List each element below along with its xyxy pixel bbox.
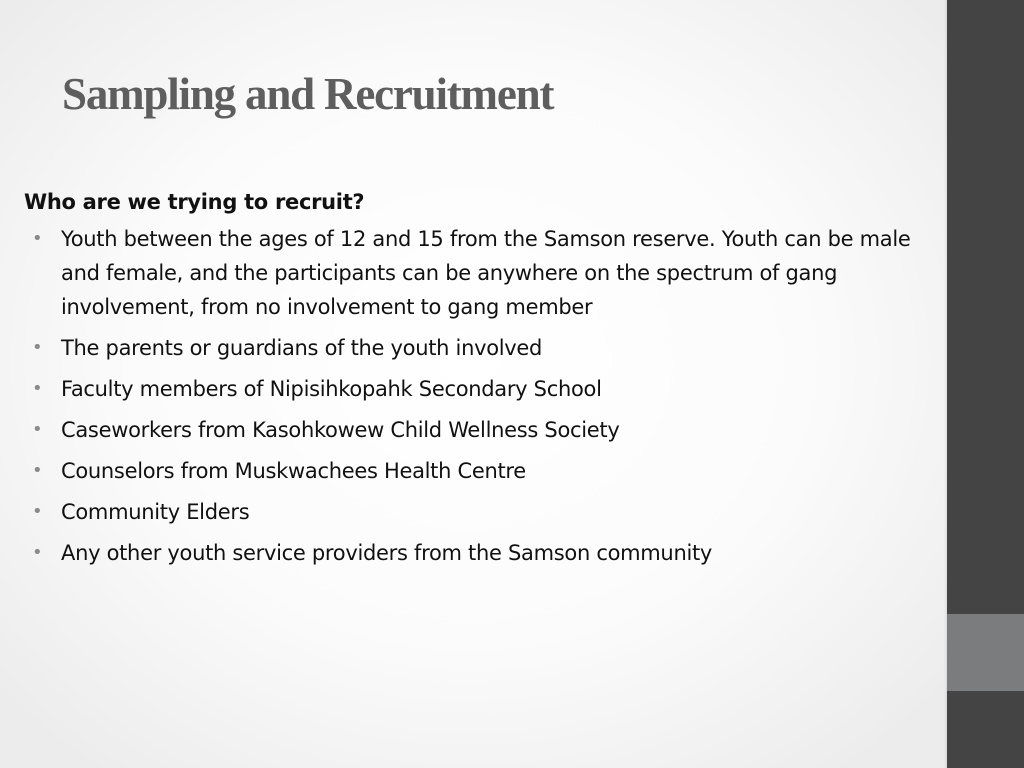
bullet-item bbox=[24, 372, 929, 406]
bullet-icon: • bbox=[32, 337, 43, 358]
bullet-item bbox=[24, 413, 929, 447]
bullet-text: Caseworkers from Kasohkowew Child Wellness Society bbox=[61, 418, 620, 442]
bullet-text: Community Elders bbox=[61, 500, 250, 524]
slide-title: Sampling and Recruitment bbox=[62, 69, 554, 119]
bullet-icon: • bbox=[32, 460, 43, 481]
bullet-text: Any other youth service providers from the Samson community bbox=[61, 541, 713, 565]
bullet-text: Faculty members of Nipisihkopahk Secondary School bbox=[61, 377, 602, 401]
bullet-item bbox=[24, 495, 929, 529]
bullet-icon: • bbox=[32, 542, 43, 563]
bullet-icon: • bbox=[32, 228, 43, 249]
bullet-item bbox=[24, 536, 929, 570]
bullet-text: Youth between the ages of 12 and 15 from the Samson reserve. Youth can be male and female, and the participants can be anywhere on the spectrum of gang involvement, from no involvement to gang member bbox=[61, 227, 911, 319]
bullet-item bbox=[24, 222, 929, 324]
bullet-item bbox=[24, 454, 929, 488]
bullet-text: The parents or guardians of the youth involved bbox=[61, 336, 543, 360]
slide-content bbox=[24, 186, 929, 577]
bullet-item bbox=[24, 331, 929, 365]
bullet-icon: • bbox=[32, 378, 43, 399]
subheading: Who are we trying to recruit? bbox=[24, 190, 365, 214]
bullet-icon: • bbox=[32, 501, 43, 522]
bullet-icon: • bbox=[32, 419, 43, 440]
bullet-list bbox=[24, 222, 929, 570]
bullet-text: Counselors from Muskwachees Health Centre bbox=[61, 459, 526, 483]
side-bar-accent-block bbox=[947, 614, 1024, 691]
